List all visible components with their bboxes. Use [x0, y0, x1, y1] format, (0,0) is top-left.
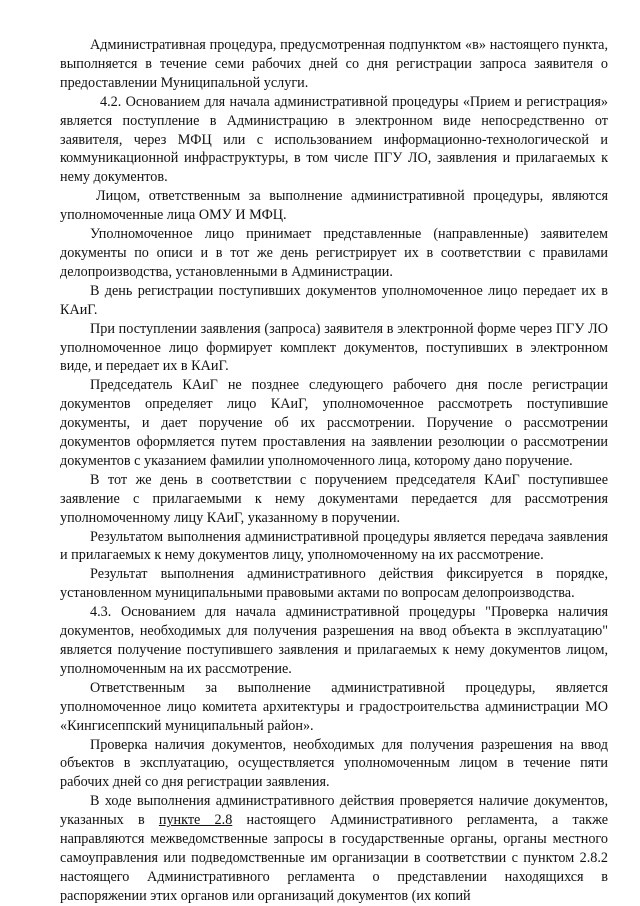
paragraph-4: Уполномоченное лицо принимает представленные (направленные) заявителем документы по описи и в тот же день регистрирует их в соответствии с правилами делопроизводства, установленными в Администрации. — [60, 226, 608, 280]
paragraph-14-end: настоящего Административного регламента, а также направляются межведомственные запросы в государственные органы, органы местного самоуправления или подведомственные им организации в соответствии с пунктом 2.8.2 настоящего Административного регламента о представлении находящихся в распоряжении этих органов или организаций документов (их копий — [60, 812, 608, 904]
paragraph-5: В день регистрации поступивших документов уполномоченное лицо передает их в КАиГ. — [60, 282, 608, 318]
paragraph-8: В тот же день в соответствии с поручением председателя КАиГ поступившее заявление с прилагаемыми к нему документами передается для рассмотрения уполномоченному лицу КАиГ, указанному в поручении. — [60, 471, 608, 526]
paragraph-1: Административная процедура, предусмотренная подпунктом «в» настоящего пункта, выполняется в течение семи рабочих дней со дня регистрации запроса заявителя о предоставлении Муниципальной услуги. — [60, 37, 608, 91]
paragraph-14 — [60, 792, 608, 905]
paragraph-2: 4.2. Основанием для начала административной процедуры «Прием и регистрация» является поступление в Администрацию в электронном виде непосредственно от заявителя, через МФЦ или с использованием информационно-технологической и коммуникационной инфраструктуры, в том числе ПГУ ЛО, заявления и прилагаемых к нему документов. — [60, 93, 608, 186]
paragraph-13: Проверка наличия документов, необходимых для получения разрешения на ввод объектов в эксплуатацию, осуществляется уполномоченным лицом в течение пяти рабочих дней со дня регистрации заявления. — [60, 736, 608, 791]
document-body — [60, 36, 608, 906]
paragraph-11: 4.3. Основанием для начала административной процедуры "Проверка наличия документов, необходимых для получения разрешения на ввод объекта в эксплуатацию" является получение поступившего заявления и прилагаемых к нему документов лицом, уполномоченным на их рассмотрение. — [60, 604, 608, 677]
paragraph-3: Лицом, ответственным за выполнение административной процедуры, являются уполномоченные лица ОМУ И МФЦ. — [60, 188, 608, 224]
paragraph-9: Результатом выполнения административной процедуры является передача заявления и прилагаемых к нему документов лицу, уполномоченному на их рассмотрение. — [60, 528, 608, 564]
paragraph-12: Ответственным за выполнение административной процедуры, является уполномоченное лицо комитета архитектуры и градостроительства администрации МО «Кингисеппский муниципальный район». — [60, 679, 608, 734]
paragraph-10: Результат выполнения административного действия фиксируется в порядке, установленном муниципальными правовыми актами по вопросам делопроизводства. — [60, 566, 608, 602]
paragraph-14-start: В ходе выполнения административного действия проверяется наличие документов, указанных в — [60, 793, 608, 829]
paragraph-6: При поступлении заявления (запроса) заявителя в электронной форме через ПГУ ЛО уполномоченное лицо формирует комплект документов, поступивших в электронном виде, и передает их в КАиГ. — [60, 320, 608, 375]
clause-2-8-link[interactable]: пункте 2.8 — [158, 812, 233, 829]
paragraph-7: Председатель КАиГ не позднее следующего рабочего дня после регистрации документов определяет лицо КАиГ, уполномоченное рассмотреть поступившие документы, и дает поручение об их рассмотрении. Поручение о рассмотрении документов оформляется путем проставления на заявлении резолюции о рассмотрении документов с указанием фамилии уполномоченного лица, которому дано поручение. — [60, 377, 608, 469]
